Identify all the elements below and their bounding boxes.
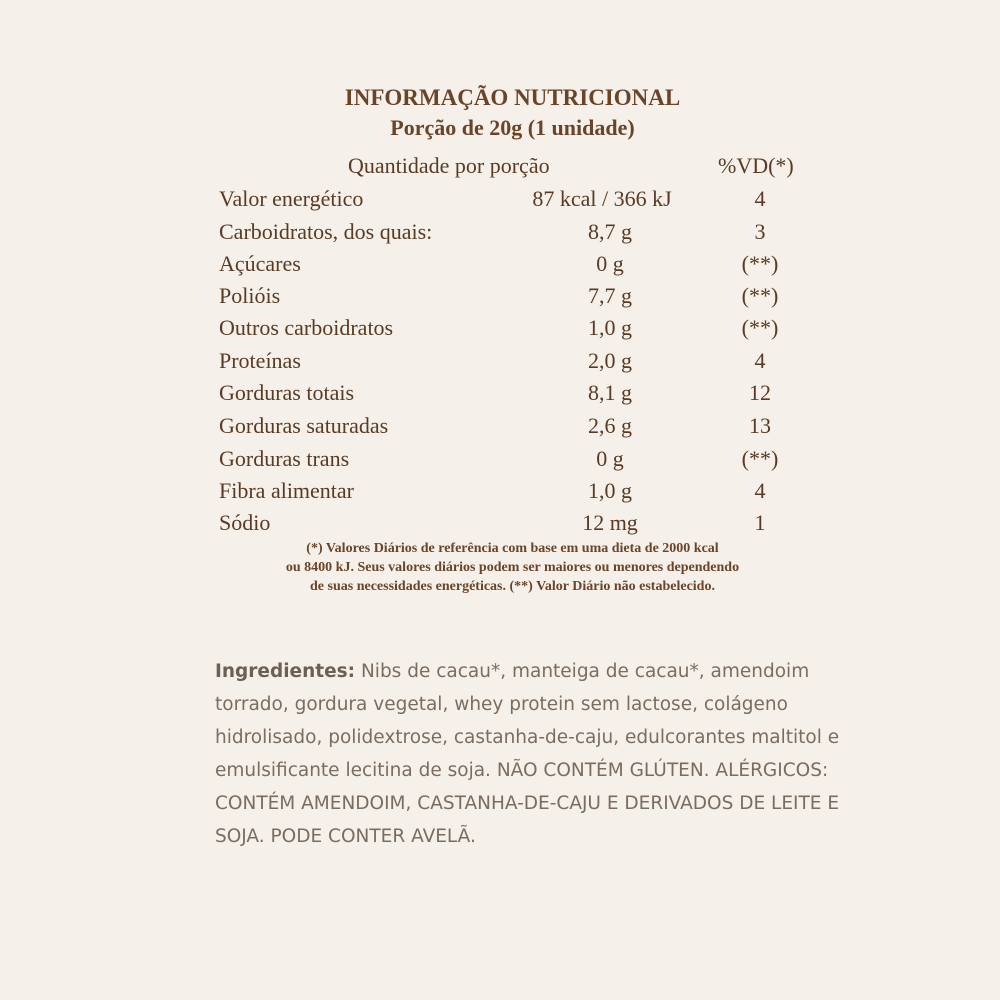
nutrient-quantity: 0 g: [596, 251, 624, 276]
nutrient-row: [0, 345, 1000, 377]
nutrient-daily-value: 3: [754, 219, 766, 244]
ingredients-label: Ingredientes:: [215, 661, 356, 682]
nutrient-daily-value: 1: [754, 510, 766, 535]
footnote-line: ou 8400 kJ. Seus valores diários podem ser maiores ou menores dependendo: [285, 560, 740, 575]
nutrient-row: [0, 410, 1000, 442]
nutrient-daily-value: 12: [749, 380, 771, 405]
nutrient-row: [0, 475, 1000, 507]
nutrient-name: Gorduras saturadas: [219, 413, 389, 438]
serving-size: Porção de 20g (1 unidade): [390, 115, 635, 140]
nutrient-row: [0, 216, 1000, 248]
column-header-daily-value: %VD(*): [718, 153, 794, 178]
ingredients-paragraph: [215, 655, 855, 853]
nutrient-name: Fibra alimentar: [219, 478, 355, 503]
nutrient-quantity: 87 kcal / 366 kJ: [532, 186, 672, 211]
nutrient-row: [0, 280, 1000, 312]
nutrient-daily-value: (**): [741, 315, 779, 340]
nutrient-row: [0, 312, 1000, 344]
nutrient-daily-value: 4: [754, 186, 766, 211]
nutrient-quantity: 1,0 g: [588, 315, 632, 340]
nutrient-daily-value: (**): [741, 283, 779, 308]
nutrient-name: Sódio: [219, 510, 271, 535]
nutrient-quantity: 8,7 g: [588, 219, 632, 244]
nutrient-name: Outros carboidratos: [219, 315, 394, 340]
nutrient-quantity: 0 g: [596, 446, 624, 471]
nutrient-daily-value: (**): [741, 446, 779, 471]
nutrient-daily-value: 13: [749, 413, 771, 438]
nutrient-daily-value: 4: [754, 478, 766, 503]
nutrient-quantity: 2,0 g: [588, 348, 632, 373]
nutrient-quantity: 12 mg: [582, 510, 638, 535]
nutrition-title: INFORMAÇÃO NUTRICIONAL: [344, 85, 681, 110]
nutrient-name: Carboidratos, dos quais:: [219, 219, 433, 244]
nutrient-quantity: 1,0 g: [588, 478, 632, 503]
nutrient-daily-value: 4: [754, 348, 766, 373]
nutrient-name: Gorduras totais: [219, 380, 355, 405]
nutrient-quantity: 8,1 g: [588, 380, 632, 405]
nutrient-name: Proteínas: [219, 348, 301, 373]
daily-value-footnote: [200, 539, 825, 596]
nutrient-row: [0, 248, 1000, 280]
nutrient-name: Valor energético: [219, 186, 364, 211]
nutrient-row: [0, 507, 1000, 539]
nutrient-name: Gorduras trans: [219, 446, 350, 471]
nutrient-name: Açúcares: [219, 251, 301, 276]
ingredients-text: Nibs de cacau*, manteiga de cacau*, amendoim torrado, gordura vegetal, whey protein sem lactose, colágeno hidrolisado, polidextrose, castanha-de-caju, edulcorantes maltitol e emulsificante lecitina de soja. NÃO CONTÉM GLÚTEN. ALÉRGICOS: CONTÉM AMENDOIM, CASTANHA-DE-CAJU E DERIVADOS DE LEITE E SOJA. PODE CONTER AVELÃ.: [215, 661, 840, 847]
nutrient-row: [0, 183, 1000, 215]
nutrient-quantity: 2,6 g: [588, 413, 632, 438]
footnote-line: de suas necessidades energéticas. (**) Valor Diário não estabelecido.: [310, 579, 715, 594]
nutrient-daily-value: (**): [741, 251, 779, 276]
nutrient-row: [0, 443, 1000, 475]
column-header-quantity: Quantidade por porção: [348, 153, 550, 178]
nutrient-quantity: 7,7 g: [588, 283, 632, 308]
nutrient-name: Polióis: [219, 283, 281, 308]
nutrient-row: [0, 377, 1000, 409]
footnote-line: (*) Valores Diários de referência com base em uma dieta de 2000 kcal: [306, 541, 719, 556]
